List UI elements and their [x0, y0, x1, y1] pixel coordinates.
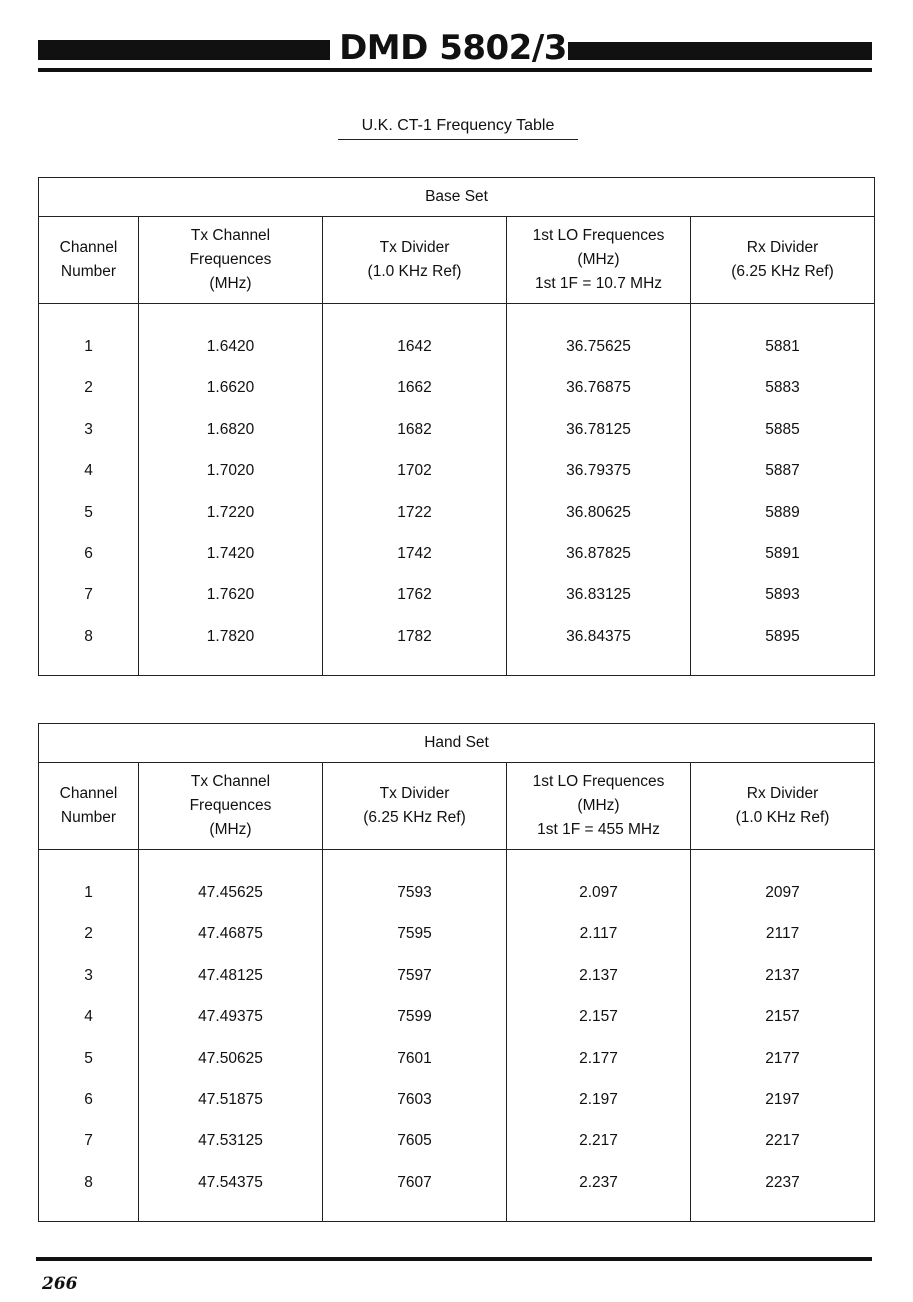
header-line: Channel	[59, 239, 118, 256]
header-bar-left	[38, 40, 330, 60]
header-line: 1st LO Frequences	[532, 227, 665, 244]
table-cell: 5885	[765, 420, 800, 438]
table-cell: 1.7820	[206, 627, 255, 645]
table-cell: 8	[84, 1173, 93, 1191]
table-cell: 7607	[397, 1173, 432, 1191]
table-cell: 2	[84, 379, 93, 397]
rx-divider-column	[691, 850, 875, 1222]
table-cell: 7	[84, 586, 93, 604]
table-cell: 47.48125	[198, 966, 263, 984]
column-header-tx-divider	[323, 763, 507, 850]
table-cell: 5883	[765, 379, 800, 397]
column-header-tx-divider	[323, 217, 507, 304]
table-cell: 6	[84, 1090, 93, 1108]
table-cell: 1682	[397, 420, 432, 438]
table-cell: 1.6620	[206, 379, 255, 397]
table-cell: 2117	[765, 925, 800, 943]
table-cell: 3	[84, 966, 93, 984]
table-cell: 1702	[397, 462, 432, 480]
table-cell: 36.78125	[566, 420, 631, 438]
table-cell: 2097	[765, 884, 800, 901]
table-cell: 1	[84, 884, 93, 901]
table-cell: 47.49375	[198, 1008, 263, 1026]
column-header-channel	[39, 763, 139, 850]
table-cell: 6	[84, 544, 93, 562]
lo-frequency-column	[507, 850, 691, 1222]
table-cell: 47.51875	[198, 1090, 263, 1108]
table-title: U.K. CT-1 Frequency Table	[338, 117, 578, 140]
header-line: Tx Divider	[379, 239, 450, 256]
header-line: Tx Channel	[190, 227, 271, 244]
table-cell: 1.6420	[206, 338, 255, 355]
footer-rule	[36, 1257, 872, 1261]
header-line: (1.0 KHz Ref)	[735, 809, 830, 826]
column-header-rx-divider	[691, 217, 875, 304]
table-cell: 7595	[397, 925, 432, 943]
header-line: (MHz)	[209, 275, 252, 292]
table-cell: 4	[84, 1008, 93, 1026]
tx-frequency-column	[139, 850, 323, 1222]
tx-frequency-column	[139, 304, 323, 676]
column-header-lo-frequency	[507, 217, 691, 304]
rx-divider-column	[691, 304, 875, 676]
table-cell: 2197	[765, 1090, 800, 1108]
table-cell: 2177	[765, 1049, 800, 1067]
hand-set-table	[38, 723, 875, 1222]
table-cell: 7	[84, 1132, 93, 1150]
table-cell: 47.53125	[198, 1132, 263, 1150]
table-cell: 2137	[765, 966, 800, 984]
table-cell: 5881	[765, 338, 800, 355]
channel-number-column	[39, 304, 139, 676]
header-line: Rx Divider	[746, 785, 819, 802]
hand-set-caption: Hand Set	[39, 724, 875, 763]
table-cell: 1722	[397, 503, 432, 521]
header-rule	[38, 68, 872, 72]
table-cell: 47.46875	[198, 925, 263, 943]
table-cell: 47.45625	[198, 884, 263, 901]
column-header-channel	[39, 217, 139, 304]
base-set-caption: Base Set	[39, 178, 875, 217]
header-line: (1.0 KHz Ref)	[367, 263, 462, 280]
table-cell: 36.83125	[566, 586, 631, 604]
table-cell: 2217	[765, 1132, 800, 1150]
table-cell: 5	[84, 1049, 93, 1067]
document-title: DMD 5802/3	[339, 28, 567, 68]
header-line: (MHz)	[577, 797, 620, 814]
table-cell: 7601	[397, 1049, 432, 1067]
table-cell: 1.6820	[206, 420, 255, 438]
tx-divider-column	[323, 304, 507, 676]
header-line: Channel	[59, 785, 118, 802]
header-line: Tx Channel	[190, 773, 271, 790]
table-cell: 1662	[397, 379, 432, 397]
table-cell: 47.54375	[198, 1173, 263, 1191]
table-cell: 5895	[765, 627, 800, 645]
header-line: 1st 1F = 455 MHz	[537, 821, 660, 838]
table-cell: 7597	[397, 966, 432, 984]
header-line: Frequences	[189, 797, 272, 814]
table-cell: 7603	[397, 1090, 432, 1108]
table-cell: 2.197	[579, 1090, 618, 1108]
table-cell: 2157	[765, 1008, 800, 1026]
table-cell: 1742	[397, 544, 432, 562]
header-bar-right	[568, 42, 872, 60]
lo-frequency-column	[507, 304, 691, 676]
tx-divider-column	[323, 850, 507, 1222]
table-cell: 4	[84, 462, 93, 480]
table-cell: 2.117	[579, 925, 618, 943]
table-cell: 36.75625	[566, 338, 631, 355]
table-cell: 2.157	[579, 1008, 618, 1026]
table-cell: 36.84375	[566, 627, 631, 645]
table-cell: 36.80625	[566, 503, 631, 521]
table-cell: 5891	[765, 544, 800, 562]
table-cell: 36.76875	[566, 379, 631, 397]
table-cell: 36.87825	[566, 544, 631, 562]
header-line: Tx Divider	[379, 785, 450, 802]
table-cell: 3	[84, 420, 93, 438]
header-line: (6.25 KHz Ref)	[363, 809, 466, 826]
table-cell: 1782	[397, 627, 432, 645]
table-cell: 2.177	[579, 1049, 618, 1067]
header-line: Number	[60, 809, 117, 826]
table-cell: 7605	[397, 1132, 432, 1150]
header-line: (MHz)	[577, 251, 620, 268]
header-line: 1st 1F = 10.7 MHz	[534, 275, 663, 292]
page-number: 266	[42, 1274, 78, 1294]
table-cell: 2	[84, 925, 93, 943]
table-cell: 5889	[765, 503, 800, 521]
table-cell: 5	[84, 503, 93, 521]
table-cell: 5887	[765, 462, 800, 480]
table-cell: 2.097	[579, 884, 618, 901]
header-line: Rx Divider	[746, 239, 819, 256]
table-cell: 5893	[765, 586, 800, 604]
table-cell: 1642	[397, 338, 432, 355]
table-cell: 1	[84, 338, 93, 355]
column-header-tx-frequency	[139, 763, 323, 850]
header-line: Number	[60, 263, 117, 280]
table-cell: 2.237	[579, 1173, 618, 1191]
table-cell: 2.137	[579, 966, 618, 984]
table-cell: 2237	[765, 1173, 800, 1191]
table-cell: 1762	[397, 586, 432, 604]
table-cell: 1.7620	[206, 586, 255, 604]
column-header-rx-divider	[691, 763, 875, 850]
table-cell: 2.217	[579, 1132, 618, 1150]
header-line: (6.25 KHz Ref)	[731, 263, 834, 280]
table-cell: 36.79375	[566, 462, 631, 480]
header-line: Frequences	[189, 251, 272, 268]
table-cell: 7599	[397, 1008, 432, 1026]
header-line: 1st LO Frequences	[532, 773, 665, 790]
page-header	[38, 28, 872, 78]
column-header-tx-frequency	[139, 217, 323, 304]
table-cell: 1.7220	[206, 503, 255, 521]
header-line: (MHz)	[209, 821, 252, 838]
column-header-lo-frequency	[507, 763, 691, 850]
table-cell: 1.7420	[206, 544, 255, 562]
table-cell: 7593	[397, 884, 432, 901]
table-cell: 8	[84, 627, 93, 645]
base-set-table	[38, 177, 875, 676]
table-cell: 1.7020	[206, 462, 255, 480]
channel-number-column	[39, 850, 139, 1222]
table-cell: 47.50625	[198, 1049, 263, 1067]
